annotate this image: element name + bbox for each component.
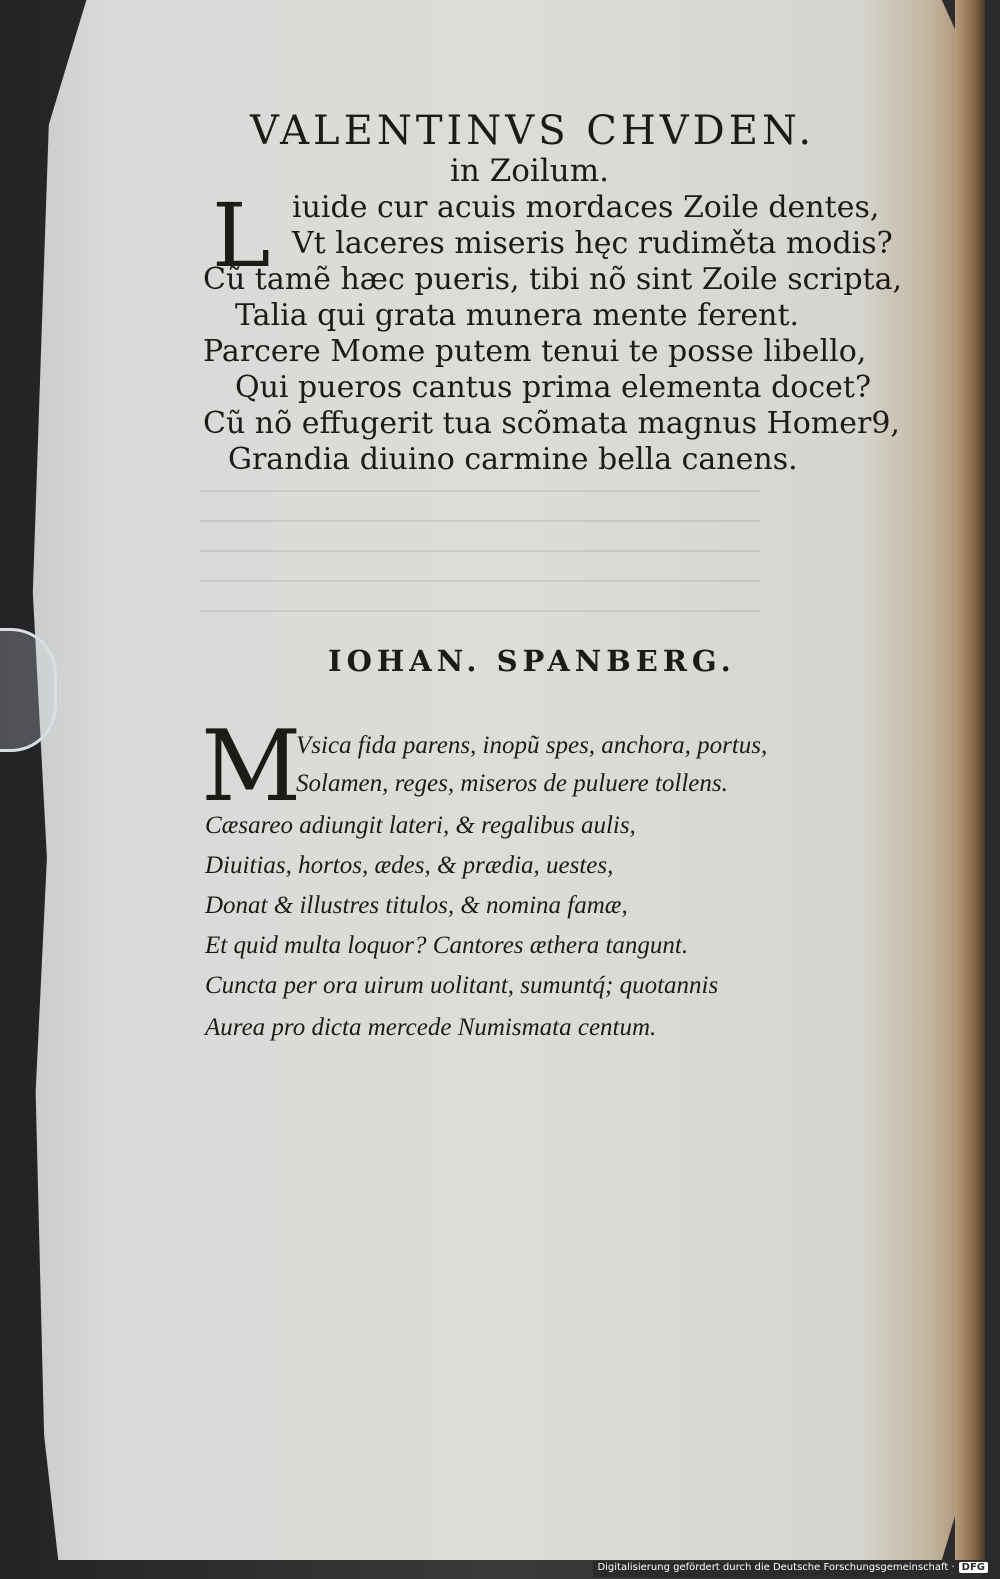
dfg-logo: DFG [959,1562,988,1573]
credit-text: Digitalisierung gefördert durch die Deutsche Forschungsgemeinschaft · [597,1562,955,1573]
poem1-drop-cap: L [212,184,271,287]
poem2-title: IOHAN. SPANBERG. [328,644,736,678]
poem2-line: Et quid multa loquor? Cantores æthera tangunt. [205,932,689,959]
poem1-line: Cũ nõ effugerit tua scõmata magnus Homer9, [203,406,900,441]
poem2-line: Solamen, reges, miseros de puluere tollens. [296,770,728,797]
poem1-line: Parcere Mome putem tenui te posse libello, [203,334,867,369]
poem2-line: Cuncta per ora uirum uolitant, sumuntq́; quotannis [205,972,719,999]
poem1-line: Qui pueros cantus prima elementa docet? [235,370,872,405]
poem1-line: iuide cur acuis mordaces Zoile dentes, [292,190,880,225]
page-gutter [955,0,985,1560]
poem2-line: Diuitias, hortos, ædes, & prædia, uestes, [205,852,614,879]
show-through-staff-lines [200,470,760,640]
poem2-line: Cæsareo adiungit lateri, & regalibus aulis, [205,812,636,839]
poem1-line: Cũ tamẽ hæc pueris, tibi nõ sint Zoile scripta, [203,262,903,297]
poem2-drop-cap: M [201,710,302,824]
poem1-title: VALENTINVS CHVDEN. [250,108,816,154]
poem2-line: Vsica fida parens, inopũ spes, anchora, portus, [296,732,768,759]
poem1-subtitle: in Zoilum. [450,153,609,189]
digitization-credit [593,1561,992,1577]
poem2-line: Aurea pro dicta mercede Numismata centum. [205,1014,657,1041]
poem2-line: Donat & illustres titulos, & nomina famæ, [205,892,628,919]
poem1-line: Talia qui grata munera mente ferent. [235,298,800,333]
poem1-line: Grandia diuino carmine bella canens. [228,442,798,477]
poem1-line: Vt laceres miseris hęc rudiměta modis? [292,226,893,261]
